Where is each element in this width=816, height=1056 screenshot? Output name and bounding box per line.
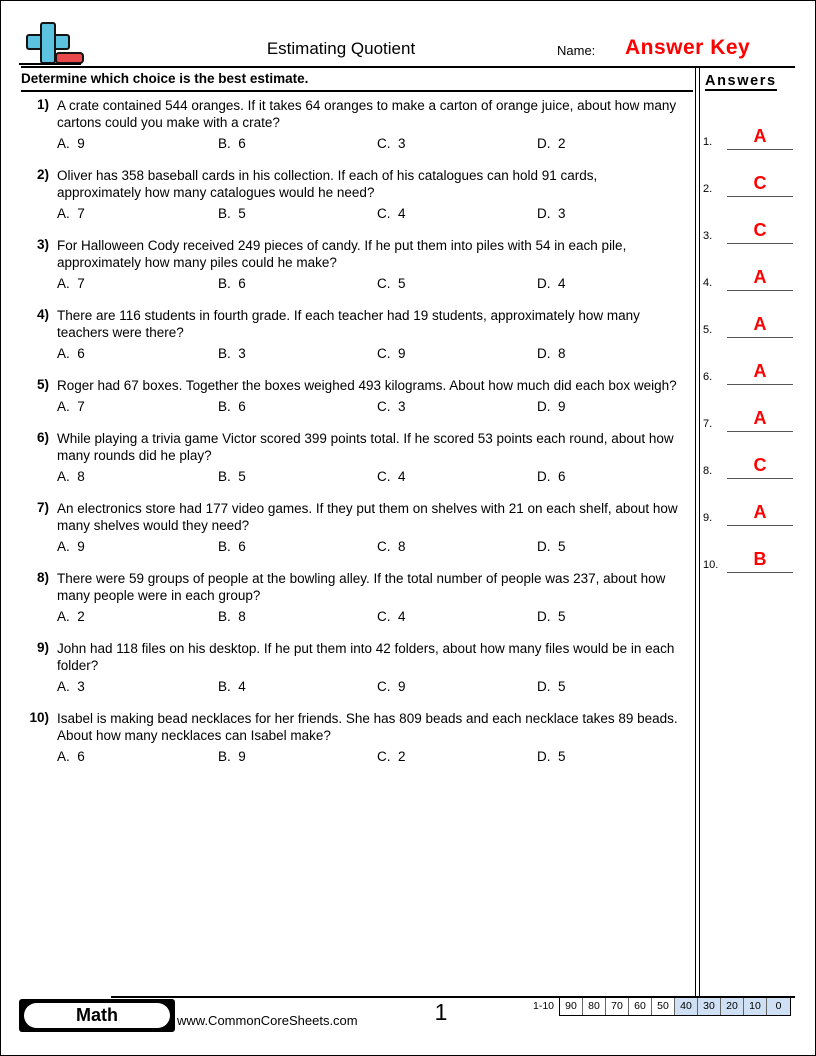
choice-row xyxy=(57,136,683,155)
question-text: Roger had 67 boxes. Together the boxes weighed 493 kilograms. About how much did each box weigh? xyxy=(57,378,677,393)
answer-blank-line xyxy=(727,572,793,573)
choice-row xyxy=(57,539,683,558)
question-item xyxy=(21,710,683,768)
answer-value[interactable]: A xyxy=(753,408,767,428)
answer-blank-line xyxy=(727,290,793,291)
answer-row xyxy=(701,152,801,199)
page-title: Estimating Quotient xyxy=(266,39,416,58)
score-scale-cell: 80 xyxy=(583,998,606,1015)
choice-option[interactable]: C. 9 xyxy=(377,679,406,694)
choice-option[interactable]: C. 9 xyxy=(377,346,406,361)
choice-option[interactable]: C. 3 xyxy=(377,136,406,151)
question-text: While playing a trivia game Victor scored 399 points total. If he scored 53 points each round, about how many rounds did he play? xyxy=(57,431,674,463)
question-number: 4) xyxy=(36,307,49,322)
answer-number: 9. xyxy=(703,512,713,524)
subject-badge xyxy=(19,999,175,1032)
answer-number: 5. xyxy=(703,324,713,336)
questions-list xyxy=(21,97,683,780)
choice-option[interactable]: D. 5 xyxy=(537,679,566,694)
choice-option[interactable]: A. 2 xyxy=(57,609,85,624)
answer-value[interactable]: C xyxy=(753,455,767,475)
choice-row xyxy=(57,399,683,418)
answer-row xyxy=(701,246,801,293)
question-item xyxy=(21,430,683,488)
answer-blank-line xyxy=(727,431,793,432)
worksheet-header xyxy=(1,1,815,67)
choice-option[interactable]: B. 5 xyxy=(218,206,246,221)
answers-heading: Answers xyxy=(705,73,777,89)
choice-option[interactable]: D. 8 xyxy=(537,346,566,361)
choice-option[interactable]: C. 4 xyxy=(377,609,406,624)
directions-divider-rule xyxy=(21,90,693,92)
question-text: For Halloween Cody received 249 pieces of candy. If he put them into piles with 54 in each pile, approximately how many piles could he make? xyxy=(57,238,627,270)
question-text: An electronics store had 177 video games. If they put them on shelves with 21 on each shelf, about how many shelves would they need? xyxy=(57,501,678,533)
question-number: 6) xyxy=(36,430,49,445)
question-item xyxy=(21,167,683,225)
answer-key-stamp: Answer Key xyxy=(625,36,751,59)
choice-row xyxy=(57,749,683,768)
question-number: 1) xyxy=(36,97,49,112)
score-scale-cell: 30 xyxy=(698,998,721,1015)
column-divider-line-inner xyxy=(699,67,700,996)
score-scale-label: 1-10 xyxy=(533,1000,555,1012)
answer-number: 3. xyxy=(703,230,713,242)
answer-number: 1. xyxy=(703,136,713,148)
score-scale-cell: 20 xyxy=(721,998,744,1015)
choice-option[interactable]: B. 9 xyxy=(218,749,246,764)
question-number: 3) xyxy=(36,237,49,252)
score-scale-cell: 10 xyxy=(744,998,767,1015)
choice-option[interactable]: B. 8 xyxy=(218,609,246,624)
score-scale-cell: 70 xyxy=(606,998,629,1015)
choice-row xyxy=(57,609,683,628)
choice-option[interactable]: A. 8 xyxy=(57,469,85,484)
question-item xyxy=(21,97,683,155)
choice-option[interactable]: D. 6 xyxy=(537,469,566,484)
answer-row xyxy=(701,105,801,152)
question-item xyxy=(21,500,683,558)
answer-row xyxy=(701,340,801,387)
choice-option[interactable]: D. 5 xyxy=(537,749,566,764)
answer-value[interactable]: A xyxy=(753,267,767,287)
answer-row xyxy=(701,481,801,528)
header-divider-rule xyxy=(21,66,795,68)
answer-value[interactable]: B xyxy=(753,549,767,569)
choice-option[interactable]: B. 6 xyxy=(218,276,246,291)
answer-blank-line xyxy=(727,149,793,150)
question-item xyxy=(21,377,683,418)
choice-option[interactable]: A. 6 xyxy=(57,749,85,764)
question-text: There are 116 students in fourth grade. If each teacher had 19 students, approximately how many teachers were there? xyxy=(57,308,640,340)
answer-value[interactable]: C xyxy=(753,220,767,240)
choice-row xyxy=(57,206,683,225)
answer-blank-line xyxy=(727,196,793,197)
answer-blank-line xyxy=(727,384,793,385)
question-text: There were 59 groups of people at the bowling alley. If the total number of people was 237, about how many people were in each group? xyxy=(57,571,666,603)
choice-option[interactable]: A. 9 xyxy=(57,136,85,151)
choice-option[interactable]: A. 7 xyxy=(57,276,85,291)
answer-blank-line xyxy=(727,478,793,479)
choice-option[interactable]: B. 3 xyxy=(218,346,246,361)
choice-row xyxy=(57,346,683,365)
score-scale xyxy=(533,997,791,1016)
directions-text: Determine which choice is the best estimate. xyxy=(21,71,309,86)
answer-number: 2. xyxy=(703,183,713,195)
score-scale-cell: 90 xyxy=(560,998,583,1015)
answer-row xyxy=(701,434,801,481)
question-text: John had 118 files on his desktop. If he put them into 42 folders, about how many files would be in each folder? xyxy=(57,641,675,673)
answer-row xyxy=(701,387,801,434)
choice-option[interactable]: C. 3 xyxy=(377,399,406,414)
choice-option[interactable]: C. 4 xyxy=(377,469,406,484)
choice-option[interactable]: D. 5 xyxy=(537,609,566,624)
answer-value[interactable]: C xyxy=(753,173,767,193)
subject-badge-label: Math xyxy=(24,1003,170,1028)
answer-blank-line xyxy=(727,337,793,338)
choice-option[interactable]: D. 3 xyxy=(537,206,566,221)
choice-option[interactable]: B. 6 xyxy=(218,136,246,151)
question-item xyxy=(21,307,683,365)
score-scale-cell: 60 xyxy=(629,998,652,1015)
choice-option[interactable]: D. 2 xyxy=(537,136,566,151)
choice-option[interactable]: A. 7 xyxy=(57,206,85,221)
question-number: 9) xyxy=(36,640,49,655)
answer-number: 4. xyxy=(703,277,713,289)
choice-option[interactable]: B. 6 xyxy=(218,399,246,414)
choice-row xyxy=(57,679,683,698)
choice-option[interactable]: A. 7 xyxy=(57,399,85,414)
score-scale-cells xyxy=(559,997,791,1016)
answer-blank-line xyxy=(727,525,793,526)
question-item xyxy=(21,640,683,698)
choice-option[interactable]: B. 4 xyxy=(218,679,246,694)
score-scale-cell: 40 xyxy=(675,998,698,1015)
choice-option[interactable]: C. 8 xyxy=(377,539,406,554)
choice-option[interactable]: A. 6 xyxy=(57,346,85,361)
page-number: 1 xyxy=(434,999,448,1025)
answer-value[interactable]: A xyxy=(753,126,767,146)
choice-option[interactable]: B. 6 xyxy=(218,539,246,554)
choice-option[interactable]: A. 9 xyxy=(57,539,85,554)
question-text: Oliver has 358 baseball cards in his collection. If each of his catalogues can hold 91 cards, approximately how many catalogues would he need? xyxy=(57,168,598,200)
question-number: 8) xyxy=(36,570,49,585)
answer-row xyxy=(701,293,801,340)
choice-option[interactable]: D. 5 xyxy=(537,539,566,554)
column-divider-line-outer xyxy=(695,67,696,996)
answer-number: 8. xyxy=(703,465,713,477)
question-text: Isabel is making bead necklaces for her friends. She has 809 beads and each necklace takes 89 beads. About how many necklaces can Isabel make? xyxy=(57,711,678,743)
answer-blank-line xyxy=(727,243,793,244)
question-number: 7) xyxy=(36,500,49,515)
question-item xyxy=(21,237,683,295)
choice-option[interactable]: D. 9 xyxy=(537,399,566,414)
answer-row xyxy=(701,528,801,575)
logo-underline xyxy=(19,63,81,65)
answers-list xyxy=(701,105,801,575)
answer-value[interactable]: A xyxy=(753,361,767,381)
choice-option[interactable]: A. 3 xyxy=(57,679,85,694)
question-text: A crate contained 544 oranges. If it takes 64 oranges to make a carton of orange juice, about how many cartons could you make with a crate? xyxy=(57,98,677,130)
answer-value[interactable]: A xyxy=(753,314,767,334)
answer-number: 6. xyxy=(703,371,713,383)
name-label: Name: xyxy=(557,43,596,58)
question-number: 10) xyxy=(29,710,49,725)
question-number: 2) xyxy=(36,167,49,182)
choice-row xyxy=(57,469,683,488)
answer-number: 10. xyxy=(703,559,719,571)
choice-option[interactable]: C. 5 xyxy=(377,276,406,291)
choice-option[interactable]: D. 4 xyxy=(537,276,566,291)
answer-row xyxy=(701,199,801,246)
choice-option[interactable]: C. 2 xyxy=(377,749,406,764)
score-scale-cell: 50 xyxy=(652,998,675,1015)
site-url[interactable]: www.CommonCoreSheets.com xyxy=(177,1013,358,1028)
choice-option[interactable]: C. 4 xyxy=(377,206,406,221)
question-number: 5) xyxy=(36,377,49,392)
answer-number: 7. xyxy=(703,418,713,430)
choice-row xyxy=(57,276,683,295)
question-item xyxy=(21,570,683,628)
answer-value[interactable]: A xyxy=(753,502,767,522)
score-scale-cell: 0 xyxy=(767,998,790,1015)
choice-option[interactable]: B. 5 xyxy=(218,469,246,484)
